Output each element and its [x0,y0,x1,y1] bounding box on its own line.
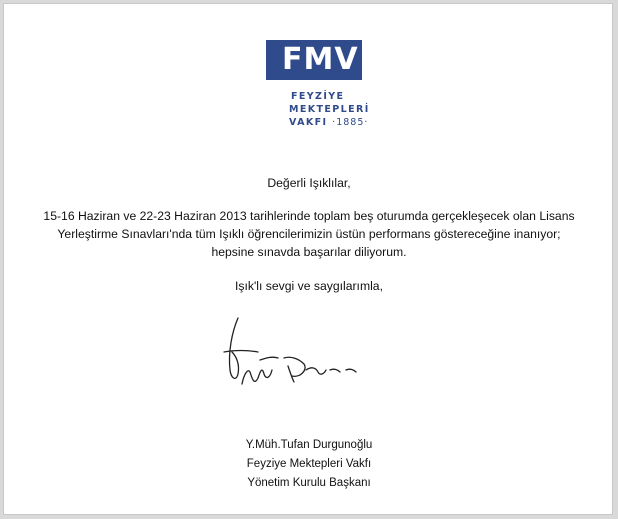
logo-line-mektepleri: MEKTEPLERİ [289,104,370,115]
logo-letters: FMV [282,42,359,77]
signature-drawing [214,312,364,402]
paragraph-line-1: 15-16 Haziran ve 22-23 Haziran 2013 tarihlerinde toplam beş oturumda gerçekleşecek olan Lisans [43,209,575,223]
letter-closing: Işık'lı sevgi ve saygılarımla, [235,279,383,293]
logo-vakfi: VAKFI [289,117,328,128]
logo-line-feyziye: FEYZİYE [291,91,345,102]
logo-line-vakfi [289,116,368,129]
handwritten-signature [214,312,364,402]
letter-greeting: Değerli Işıklılar, [267,176,351,190]
paragraph-line-2: Yerleştirme Sınavları'nda tüm Işıklı öğrencilerimizin üstün performans göstereceğine inanıyor; [57,227,561,241]
paragraph-line-3: hepsine sınavda başarılar diliyorum. [211,245,407,259]
letter-paragraph [4,207,614,261]
signer-block [4,436,614,493]
letter-frame [3,3,613,515]
signer-title: Yönetim Kurulu Başkanı [247,477,371,489]
signer-organization: Feyziye Mektepleri Vakfı [246,458,372,470]
logo-year: ·1885· [332,117,369,128]
signer-name: Y.Müh.Tufan Durgunoğlu [245,439,373,451]
